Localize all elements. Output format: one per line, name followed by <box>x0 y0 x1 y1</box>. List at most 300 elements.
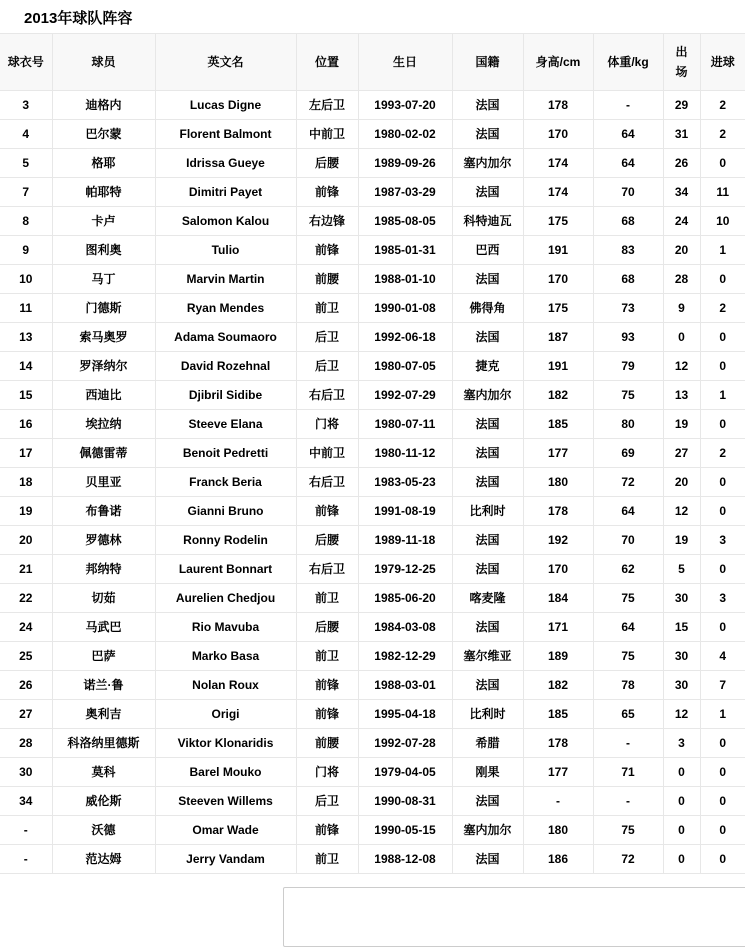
table-cell: 191 <box>523 352 593 381</box>
table-cell: 70 <box>593 178 663 207</box>
table-cell: 左后卫 <box>296 91 358 120</box>
table-cell: 83 <box>593 236 663 265</box>
table-cell: - <box>0 845 52 874</box>
table-cell: 3 <box>0 91 52 120</box>
table-cell: 0 <box>700 352 745 381</box>
table-cell: 马丁 <box>52 265 155 294</box>
table-cell: 法国 <box>452 439 523 468</box>
table-cell: Origi <box>155 700 296 729</box>
table-cell: 189 <box>523 642 593 671</box>
table-cell: 11 <box>0 294 52 323</box>
table-cell: 12 <box>663 497 700 526</box>
table-row <box>0 671 745 700</box>
table-cell: 喀麦隆 <box>452 584 523 613</box>
table-cell: 15 <box>663 613 700 642</box>
table-cell: 1980-07-11 <box>358 410 452 439</box>
table-cell: 182 <box>523 671 593 700</box>
table-cell: Marko Basa <box>155 642 296 671</box>
table-cell: Jerry Vandam <box>155 845 296 874</box>
table-cell: Lucas Digne <box>155 91 296 120</box>
table-cell: 后卫 <box>296 352 358 381</box>
table-cell: Rio Mavuba <box>155 613 296 642</box>
table-row <box>0 526 745 555</box>
table-cell: 1980-02-02 <box>358 120 452 149</box>
table-cell: 法国 <box>452 613 523 642</box>
table-cell: 后卫 <box>296 323 358 352</box>
table-cell: 71 <box>593 758 663 787</box>
table-cell: 1995-04-18 <box>358 700 452 729</box>
table-cell: Barel Mouko <box>155 758 296 787</box>
table-cell: 后腰 <box>296 526 358 555</box>
table-cell: 1988-03-01 <box>358 671 452 700</box>
table-cell: 奥利吉 <box>52 700 155 729</box>
table-cell: 177 <box>523 439 593 468</box>
table-cell: 62 <box>593 555 663 584</box>
table-cell: 塞内加尔 <box>452 149 523 178</box>
table-cell: 科特迪瓦 <box>452 207 523 236</box>
table-cell: Franck Beria <box>155 468 296 497</box>
table-cell: 18 <box>0 468 52 497</box>
table-cell: 范达姆 <box>52 845 155 874</box>
table-cell: 5 <box>663 555 700 584</box>
table-cell: 刚果 <box>452 758 523 787</box>
table-cell: Adama Soumaoro <box>155 323 296 352</box>
table-cell: 19 <box>663 526 700 555</box>
table-cell: 28 <box>663 265 700 294</box>
table-cell: 34 <box>663 178 700 207</box>
table-cell: 门将 <box>296 410 358 439</box>
table-cell: 30 <box>0 758 52 787</box>
table-cell: 1979-12-25 <box>358 555 452 584</box>
table-cell: 11 <box>700 178 745 207</box>
table-row <box>0 642 745 671</box>
table-cell: Ryan Mendes <box>155 294 296 323</box>
table-cell: 171 <box>523 613 593 642</box>
table-cell: 30 <box>663 584 700 613</box>
table-cell: 0 <box>700 816 745 845</box>
table-cell: 右后卫 <box>296 555 358 584</box>
table-cell: 中前卫 <box>296 120 358 149</box>
table-cell: 72 <box>593 845 663 874</box>
table-cell: 175 <box>523 294 593 323</box>
table-cell: Djibril Sidibe <box>155 381 296 410</box>
table-row <box>0 294 745 323</box>
table-cell: 20 <box>663 236 700 265</box>
table-cell: Aurelien Chedjou <box>155 584 296 613</box>
table-cell: 1979-04-05 <box>358 758 452 787</box>
table-cell: 4 <box>700 642 745 671</box>
table-cell: 24 <box>663 207 700 236</box>
table-row <box>0 236 745 265</box>
table-cell: 78 <box>593 671 663 700</box>
table-cell: 前卫 <box>296 294 358 323</box>
table-cell: 65 <box>593 700 663 729</box>
table-cell: 佩德雷蒂 <box>52 439 155 468</box>
table-cell: 布鲁诺 <box>52 497 155 526</box>
table-cell: 16 <box>0 410 52 439</box>
table-cell: 门将 <box>296 758 358 787</box>
table-cell: Steeven Willems <box>155 787 296 816</box>
page-title: 2013年球队阵容 <box>24 10 133 27</box>
table-cell: 26 <box>663 149 700 178</box>
table-cell: 24 <box>0 613 52 642</box>
table-cell: 178 <box>523 729 593 758</box>
table-cell: 捷克 <box>452 352 523 381</box>
table-row <box>0 120 745 149</box>
bottom-panel <box>283 887 745 947</box>
table-cell: 21 <box>0 555 52 584</box>
table-cell: 邦纳特 <box>52 555 155 584</box>
table-cell: 75 <box>593 381 663 410</box>
table-cell: 31 <box>663 120 700 149</box>
table-cell: 0 <box>663 323 700 352</box>
table-cell: 75 <box>593 584 663 613</box>
table-cell: 3 <box>700 526 745 555</box>
table-cell: 索马奥罗 <box>52 323 155 352</box>
column-header: 英文名 <box>155 34 296 91</box>
table-cell: 9 <box>0 236 52 265</box>
table-cell: 法国 <box>452 91 523 120</box>
table-cell: 帕耶特 <box>52 178 155 207</box>
table-cell: 184 <box>523 584 593 613</box>
table-cell: 威伦斯 <box>52 787 155 816</box>
table-cell: Viktor Klonaridis <box>155 729 296 758</box>
table-cell: 75 <box>593 816 663 845</box>
table-row <box>0 381 745 410</box>
table-cell: 174 <box>523 178 593 207</box>
table-cell: 64 <box>593 120 663 149</box>
column-header: 体重/kg <box>593 34 663 91</box>
column-header: 球衣号 <box>0 34 52 91</box>
table-cell: 1990-01-08 <box>358 294 452 323</box>
table-cell: 13 <box>663 381 700 410</box>
table-cell: 1990-05-15 <box>358 816 452 845</box>
table-cell: 0 <box>700 149 745 178</box>
table-cell: 法国 <box>452 787 523 816</box>
table-row <box>0 91 745 120</box>
table-cell: 12 <box>663 700 700 729</box>
table-cell: 1980-07-05 <box>358 352 452 381</box>
table-row <box>0 700 745 729</box>
table-cell: 1987-03-29 <box>358 178 452 207</box>
table-cell: 1983-05-23 <box>358 468 452 497</box>
table-cell: 前腰 <box>296 729 358 758</box>
table-cell: 64 <box>593 497 663 526</box>
table-cell: 174 <box>523 149 593 178</box>
table-cell: 埃拉纳 <box>52 410 155 439</box>
table-cell: 前锋 <box>296 700 358 729</box>
column-header: 身高/cm <box>523 34 593 91</box>
table-cell: 1980-11-12 <box>358 439 452 468</box>
table-cell: 70 <box>593 526 663 555</box>
table-cell: 0 <box>663 816 700 845</box>
table-cell: Nolan Roux <box>155 671 296 700</box>
table-cell: 1985-01-31 <box>358 236 452 265</box>
table-cell: 前锋 <box>296 816 358 845</box>
table-cell: 法国 <box>452 845 523 874</box>
table-row <box>0 787 745 816</box>
table-row <box>0 758 745 787</box>
table-cell: 170 <box>523 120 593 149</box>
table-cell: 15 <box>0 381 52 410</box>
table-row <box>0 323 745 352</box>
table-cell: 前锋 <box>296 236 358 265</box>
table-cell: 93 <box>593 323 663 352</box>
table-cell: 0 <box>700 555 745 584</box>
table-cell: 5 <box>0 149 52 178</box>
table-cell: - <box>593 91 663 120</box>
table-cell: 185 <box>523 410 593 439</box>
table-cell: 7 <box>0 178 52 207</box>
squad-table <box>0 33 745 874</box>
table-cell: 7 <box>700 671 745 700</box>
table-cell: 比利时 <box>452 700 523 729</box>
table-cell: 79 <box>593 352 663 381</box>
table-cell: 0 <box>700 323 745 352</box>
table-cell: 191 <box>523 236 593 265</box>
table-cell: 1985-08-05 <box>358 207 452 236</box>
table-cell: 175 <box>523 207 593 236</box>
table-cell: 30 <box>663 671 700 700</box>
table-cell: 2 <box>700 91 745 120</box>
table-cell: 180 <box>523 468 593 497</box>
table-cell: Marvin Martin <box>155 265 296 294</box>
table-cell: 170 <box>523 265 593 294</box>
table-cell: 0 <box>700 787 745 816</box>
table-cell: 卡卢 <box>52 207 155 236</box>
table-cell: 69 <box>593 439 663 468</box>
table-cell: 法国 <box>452 526 523 555</box>
table-cell: 巴尔蒙 <box>52 120 155 149</box>
table-body <box>0 91 745 874</box>
table-cell: 8 <box>0 207 52 236</box>
table-cell: 0 <box>663 845 700 874</box>
table-cell: 前锋 <box>296 497 358 526</box>
table-cell: 178 <box>523 497 593 526</box>
table-row <box>0 439 745 468</box>
table-cell: 19 <box>0 497 52 526</box>
table-cell: 法国 <box>452 265 523 294</box>
table-cell: 1990-08-31 <box>358 787 452 816</box>
table-cell: 后腰 <box>296 149 358 178</box>
table-cell: 中前卫 <box>296 439 358 468</box>
table-cell: 3 <box>700 584 745 613</box>
table-cell: 1984-03-08 <box>358 613 452 642</box>
header-row <box>0 34 745 91</box>
table-cell: 1 <box>700 381 745 410</box>
table-cell: 3 <box>663 729 700 758</box>
table-cell: 29 <box>663 91 700 120</box>
table-cell: 前卫 <box>296 845 358 874</box>
table-cell: - <box>0 816 52 845</box>
table-cell: 后腰 <box>296 613 358 642</box>
table-cell: 1985-06-20 <box>358 584 452 613</box>
table-cell: 30 <box>663 642 700 671</box>
table-cell: 73 <box>593 294 663 323</box>
table-cell: - <box>523 787 593 816</box>
table-cell: Steeve Elana <box>155 410 296 439</box>
table-cell: 塞内加尔 <box>452 816 523 845</box>
table-cell: 170 <box>523 555 593 584</box>
table-cell: 莫科 <box>52 758 155 787</box>
table-row <box>0 410 745 439</box>
table-cell: 佛得角 <box>452 294 523 323</box>
table-cell: 1988-01-10 <box>358 265 452 294</box>
table-cell: Gianni Bruno <box>155 497 296 526</box>
table-cell: 法国 <box>452 555 523 584</box>
table-cell: 0 <box>700 729 745 758</box>
table-cell: 科洛纳里德斯 <box>52 729 155 758</box>
table-cell: 罗德林 <box>52 526 155 555</box>
table-cell: 1993-07-20 <box>358 91 452 120</box>
table-cell: 1989-11-18 <box>358 526 452 555</box>
table-cell: 20 <box>0 526 52 555</box>
table-cell: 迪格内 <box>52 91 155 120</box>
table-cell: 1992-07-28 <box>358 729 452 758</box>
table-cell: 1991-08-19 <box>358 497 452 526</box>
table-cell: David Rozehnal <box>155 352 296 381</box>
table-cell: 前锋 <box>296 671 358 700</box>
table-cell: 法国 <box>452 468 523 497</box>
table-cell: 门德斯 <box>52 294 155 323</box>
table-cell: 12 <box>663 352 700 381</box>
table-cell: 19 <box>663 410 700 439</box>
column-header: 球员 <box>52 34 155 91</box>
table-cell: 图利奥 <box>52 236 155 265</box>
table-cell: 法国 <box>452 671 523 700</box>
table-cell: 0 <box>700 410 745 439</box>
table-row <box>0 149 745 178</box>
column-header: 位置 <box>296 34 358 91</box>
table-cell: 1988-12-08 <box>358 845 452 874</box>
table-cell: Florent Balmont <box>155 120 296 149</box>
table-cell: 前锋 <box>296 178 358 207</box>
table-cell: 前卫 <box>296 642 358 671</box>
table-cell: 64 <box>593 613 663 642</box>
table-row <box>0 352 745 381</box>
table-cell: 2 <box>700 294 745 323</box>
table-cell: 182 <box>523 381 593 410</box>
table-cell: 希腊 <box>452 729 523 758</box>
table-cell: 14 <box>0 352 52 381</box>
table-cell: 巴西 <box>452 236 523 265</box>
table-cell: 法国 <box>452 120 523 149</box>
table-cell: 9 <box>663 294 700 323</box>
table-cell: Salomon Kalou <box>155 207 296 236</box>
table-cell: 180 <box>523 816 593 845</box>
table-cell: Ronny Rodelin <box>155 526 296 555</box>
table-cell: 右后卫 <box>296 381 358 410</box>
table-cell: 1989-09-26 <box>358 149 452 178</box>
table-cell: 罗泽纳尔 <box>52 352 155 381</box>
table-cell: 2 <box>700 120 745 149</box>
table-cell: - <box>593 729 663 758</box>
table-cell: 178 <box>523 91 593 120</box>
table-cell: Tulio <box>155 236 296 265</box>
table-cell: 1982-12-29 <box>358 642 452 671</box>
table-cell: Benoit Pedretti <box>155 439 296 468</box>
table-cell: 26 <box>0 671 52 700</box>
table-cell: Idrissa Gueye <box>155 149 296 178</box>
table-cell: 177 <box>523 758 593 787</box>
table-row <box>0 468 745 497</box>
table-cell: 1 <box>700 700 745 729</box>
table-row <box>0 584 745 613</box>
table-cell: 塞尔维亚 <box>452 642 523 671</box>
table-cell: 法国 <box>452 178 523 207</box>
table-cell: 72 <box>593 468 663 497</box>
table-cell: 格耶 <box>52 149 155 178</box>
table-cell: 10 <box>700 207 745 236</box>
table-cell: Laurent Bonnart <box>155 555 296 584</box>
table-cell: 22 <box>0 584 52 613</box>
table-cell: 0 <box>663 787 700 816</box>
table-cell: 比利时 <box>452 497 523 526</box>
table-cell: 75 <box>593 642 663 671</box>
table-cell: 切茹 <box>52 584 155 613</box>
table-cell: 27 <box>663 439 700 468</box>
table-cell: 68 <box>593 265 663 294</box>
table-cell: 法国 <box>452 410 523 439</box>
table-cell: 前腰 <box>296 265 358 294</box>
table-cell: 右后卫 <box>296 468 358 497</box>
table-cell: 马武巴 <box>52 613 155 642</box>
table-cell: 0 <box>700 845 745 874</box>
table-cell: 34 <box>0 787 52 816</box>
table-row <box>0 845 745 874</box>
table-cell: 沃德 <box>52 816 155 845</box>
table-cell: 1 <box>700 236 745 265</box>
table-cell: 185 <box>523 700 593 729</box>
table-cell: 192 <box>523 526 593 555</box>
table-row <box>0 816 745 845</box>
table-cell: 右边锋 <box>296 207 358 236</box>
table-cell: 13 <box>0 323 52 352</box>
table-cell: 0 <box>700 758 745 787</box>
table-cell: 25 <box>0 642 52 671</box>
table-row <box>0 729 745 758</box>
table-cell: 巴萨 <box>52 642 155 671</box>
table-cell: 187 <box>523 323 593 352</box>
table-cell: 4 <box>0 120 52 149</box>
table-row <box>0 178 745 207</box>
table-cell: 80 <box>593 410 663 439</box>
table-cell: 法国 <box>452 323 523 352</box>
table-cell: Omar Wade <box>155 816 296 845</box>
table-row <box>0 555 745 584</box>
table-cell: 0 <box>700 468 745 497</box>
table-cell: - <box>593 787 663 816</box>
table-cell: 塞内加尔 <box>452 381 523 410</box>
table-cell: 0 <box>663 758 700 787</box>
table-cell: 17 <box>0 439 52 468</box>
table-cell: 1992-06-18 <box>358 323 452 352</box>
table-cell: 10 <box>0 265 52 294</box>
table-cell: 诺兰·鲁 <box>52 671 155 700</box>
column-header: 国籍 <box>452 34 523 91</box>
table-cell: 27 <box>0 700 52 729</box>
table-cell: Dimitri Payet <box>155 178 296 207</box>
column-header: 生日 <box>358 34 452 91</box>
table-cell: 贝里亚 <box>52 468 155 497</box>
table-cell: 0 <box>700 613 745 642</box>
table-cell: 20 <box>663 468 700 497</box>
table-cell: 2 <box>700 439 745 468</box>
table-cell: 后卫 <box>296 787 358 816</box>
table-cell: 186 <box>523 845 593 874</box>
table-row <box>0 207 745 236</box>
table-cell: 28 <box>0 729 52 758</box>
